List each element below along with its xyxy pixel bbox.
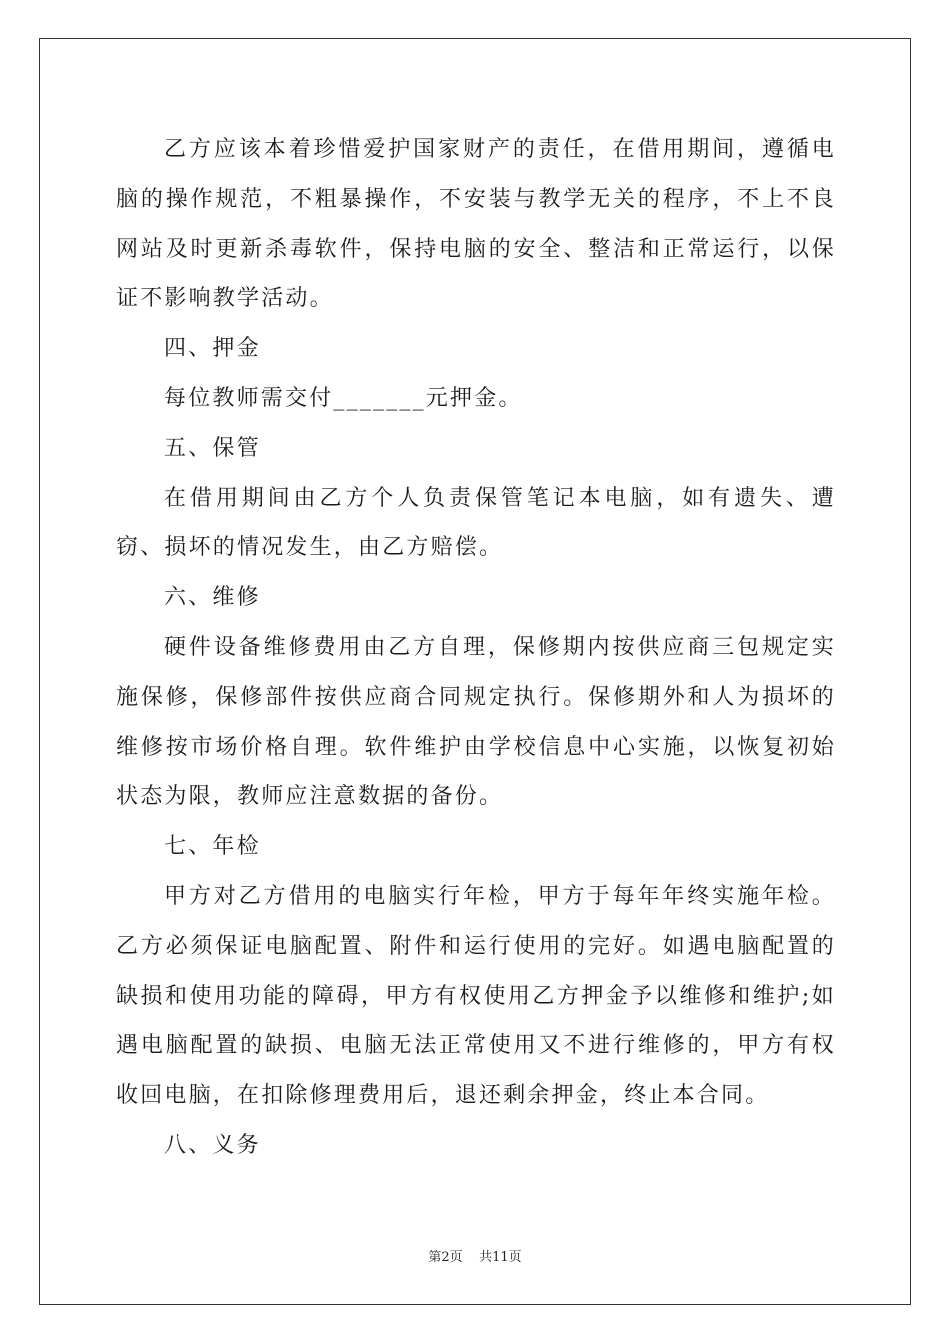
section-heading-deposit: 四、押金 <box>164 336 261 362</box>
paragraph-duty-care: 乙方应该本着珍惜爱护国家财产的责任，在借用期间，遵循电脑的操作规范，不粗暴操作，不安装与教学无关的程序，不上不良网站及时更新杀毒软件，保持电脑的安全、整洁和正常运行，以保证不影响教学活动。 <box>116 137 836 312</box>
section-heading-custody: 五、保管 <box>164 435 261 461</box>
paragraph-custody: 在借用期间由乙方个人负责保管笔记本电脑，如有遗失、遭窃、损坏的情况发生，由乙方赔偿。 <box>116 485 836 561</box>
section-heading-repair: 六、维修 <box>164 585 261 611</box>
section-heading-obligations: 八、义务 <box>164 1132 261 1158</box>
page-total: 共11页 <box>479 1250 522 1265</box>
page-number: 第2页 <box>428 1250 463 1265</box>
page-footer <box>0 1246 950 1265</box>
document-body <box>116 125 836 1171</box>
paragraph-repair: 硬件设备维修费用由乙方自理，保修期内按供应商三包规定实施保修，保修部件按供应商合同规定执行。保修期外和人为损坏的维修按市场价格自理。软件维护由学校信息中心实施，以恢复初始状态为限，教师应注意数据的备份。 <box>116 634 836 810</box>
paragraph-deposit: 每位教师需交付_______元押金。 <box>164 385 523 411</box>
paragraph-annual-check: 甲方对乙方借用的电脑实行年检，甲方于每年年终实施年检。乙方必须保证电脑配置、附件和运行使用的完好。如遇电脑配置的缺损和使用功能的障碍，甲方有权使用乙方押金予以维修和维护;如遇电脑配置的缺损、电脑无法正常使用又不进行维修的，甲方有权收回电脑，在扣除修理费用后，退还剩余押金，终止本合同。 <box>116 883 836 1109</box>
section-heading-annual-check: 七、年检 <box>164 834 261 860</box>
